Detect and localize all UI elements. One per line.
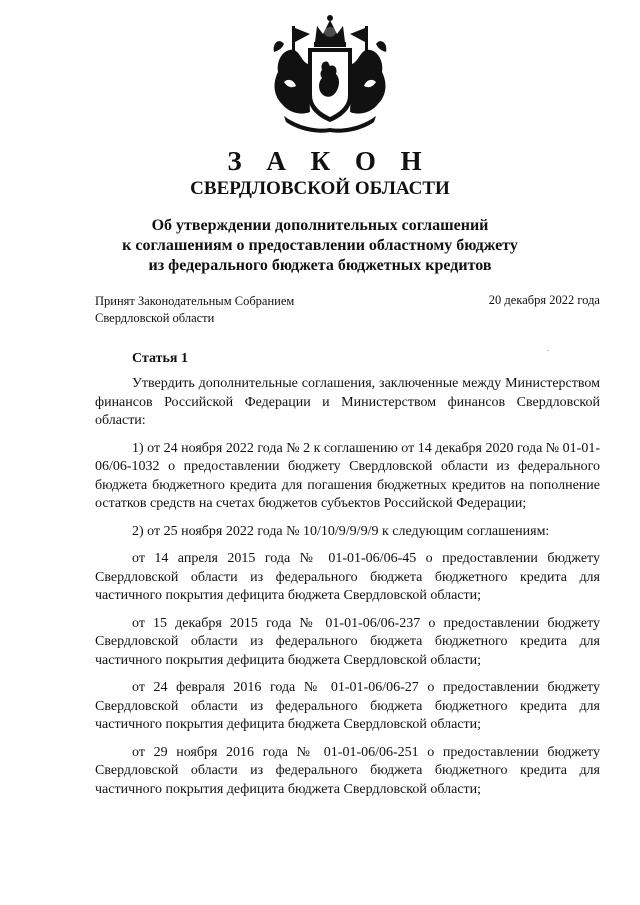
crown-icon (314, 15, 346, 47)
subject-line: из федерального бюджета бюджетных кредитов (148, 257, 492, 274)
paragraph: от 29 ноября 2016 года № 01-01-06/06-251 о предоставлении бюджету Свердловской области из федерального бюджета бюджетного кредита для частичного покрытия дефицита бюджета Свердловской области; (95, 744, 600, 797)
paragraph: от 15 декабря 2015 года № 01-01-06/06-237 о предоставлении бюджету Свердловской области из федерального бюджета бюджетного кредита для частичного покрытия дефицита бюджета Свердловской области; (95, 615, 600, 668)
adoption-date: 20 декабря 2022 года (488, 293, 600, 307)
paragraph: от 24 февраля 2016 года № 01-01-06/06-27 о предоставлении бюджету Свердловской области из федерального бюджета бюджетного кредита для частичного покрытия дефицита бюджета Свердловской области; (95, 680, 600, 732)
paragraph: 2) от 25 ноября 2022 года № 10/10/9/9/9/9 к следующим соглашениям: (132, 523, 550, 539)
page-mark: . (547, 343, 550, 353)
subject-line: к соглашениям о предоставлении областному бюджету (122, 237, 518, 254)
document-type-title: З А К О Н (227, 146, 431, 176)
law-subject (0, 216, 640, 276)
adoption-line: Принят Законодательным Собранием (95, 294, 295, 308)
article-heading: Статья 1 (132, 351, 188, 366)
adoption-info (95, 293, 294, 327)
coat-of-arms-emblem (270, 12, 390, 134)
region-title: СВЕРДЛОВСКОЙ ОБЛАСТИ (190, 178, 450, 199)
adoption-line: Свердловской области (95, 311, 215, 325)
paragraph: от 14 апреля 2015 года № 01-01-06/06-45 о предоставлении бюджету Свердловской области из федерального бюджета бюджетного кредита для частичного покрытия дефицита бюджета Свердловской области; (95, 551, 600, 603)
paragraph: 1) от 24 ноября 2022 года № 2 к соглашению от 14 декабря 2020 года № 01-01-06/06-1032 о предоставлении бюджету Свердловской области из федерального бюджета бюджетного кредита для погашения бюджетных кредитов на пополнение остатков средств на счетах бюджетов субъектов Российской Федерации; (95, 440, 600, 511)
paragraph: Утвердить дополнительные соглашения, заключенные между Министерством финансов Российской Федерации и Министерством финансов Свердловской области: (95, 376, 600, 428)
article-body (95, 375, 600, 808)
subject-line: Об утверждении дополнительных соглашений (151, 217, 489, 234)
